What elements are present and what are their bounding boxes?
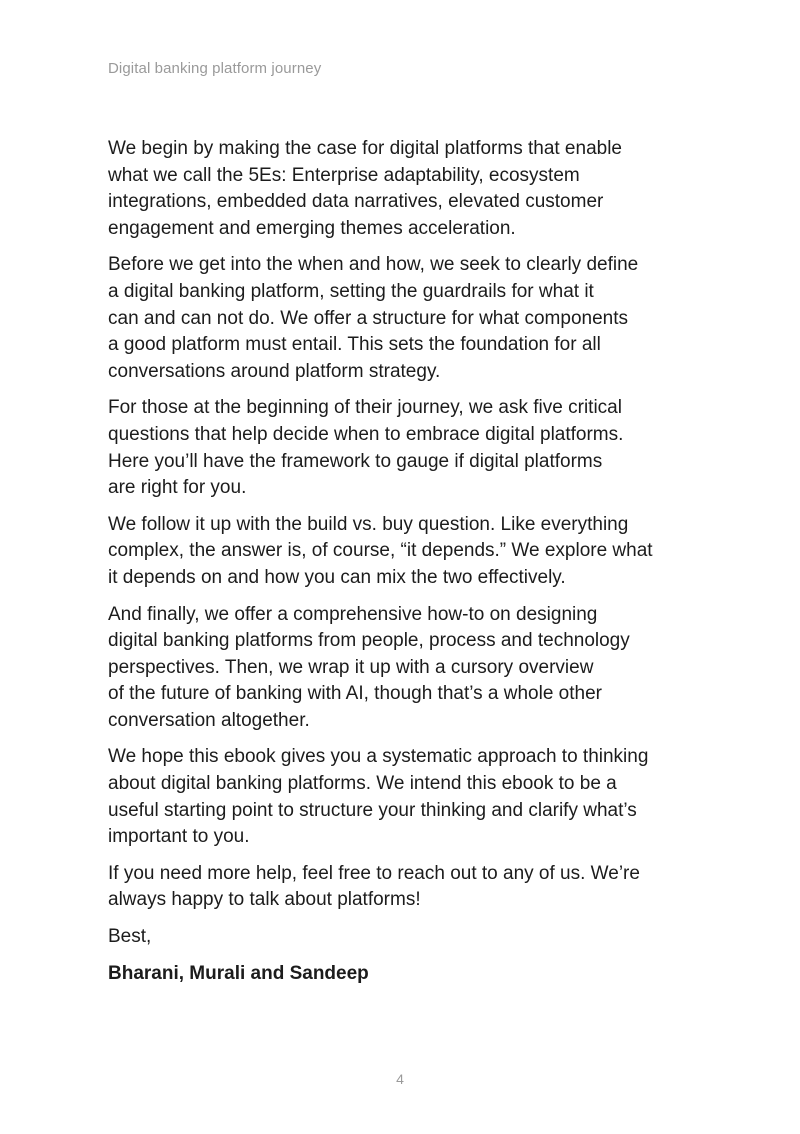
text-line: questions that help decide when to embrace digital platforms. <box>108 423 624 445</box>
paragraph-build-vs-buy <box>108 512 698 592</box>
page-number: 4 <box>396 1071 404 1087</box>
text-line: always happy to talk about platforms! <box>108 889 421 911</box>
text-line: perspectives. Then, we wrap it up with a cursory overview <box>108 656 594 678</box>
text-line: it depends on and how you can mix the two effectively. <box>108 566 566 588</box>
text-line: We hope this ebook gives you a systematic approach to thinking <box>108 746 649 768</box>
paragraph-how-to <box>108 602 698 735</box>
closing-salutation: Best, <box>108 926 152 948</box>
text-line: For those at the beginning of their journey, we ask five critical <box>108 397 622 419</box>
paragraph-systematic-approach <box>108 744 698 850</box>
running-header: Digital banking platform journey <box>108 60 322 77</box>
paragraph-five-questions <box>108 395 698 501</box>
text-line: engagement and emerging themes acceleration. <box>108 217 516 239</box>
text-line: We begin by making the case for digital platforms that enable <box>108 138 622 159</box>
body-text <box>108 136 698 997</box>
text-line: a digital banking platform, setting the guardrails for what it <box>108 280 594 302</box>
text-line: useful starting point to structure your thinking and clarify what’s <box>108 799 637 821</box>
text-line: important to you. <box>108 826 250 848</box>
text-line: complex, the answer is, of course, “it depends.” We explore what <box>108 540 653 562</box>
text-line: what we call the 5Es: Enterprise adaptability, ecosystem <box>108 164 580 186</box>
text-line: of the future of banking with AI, though that’s a whole other <box>108 683 602 705</box>
text-line: Before we get into the when and how, we seek to clearly define <box>108 254 639 276</box>
paragraph-definition <box>108 252 698 385</box>
text-line: conversation altogether. <box>108 709 310 731</box>
text-line: are right for you. <box>108 477 247 499</box>
text-line: If you need more help, feel free to reach out to any of us. We’re <box>108 862 640 884</box>
text-line: can and can not do. We offer a structure for what components <box>108 307 628 329</box>
text-line: We follow it up with the build vs. buy question. Like everything <box>108 513 629 535</box>
text-line: a good platform must entail. This sets the foundation for all <box>108 334 601 356</box>
text-line: about digital banking platforms. We intend this ebook to be a <box>108 773 617 795</box>
text-line: digital banking platforms from people, process and technology <box>108 630 630 652</box>
text-line: Here you’ll have the framework to gauge if digital platforms <box>108 450 603 472</box>
paragraph-5es <box>108 136 698 242</box>
author-signature: Bharani, Murali and Sandeep <box>108 962 369 984</box>
paragraph-contact <box>108 861 698 914</box>
text-line: And finally, we offer a comprehensive how-to on designing <box>108 603 598 625</box>
text-line: integrations, embedded data narratives, elevated customer <box>108 191 604 213</box>
text-line: conversations around platform strategy. <box>108 360 441 382</box>
